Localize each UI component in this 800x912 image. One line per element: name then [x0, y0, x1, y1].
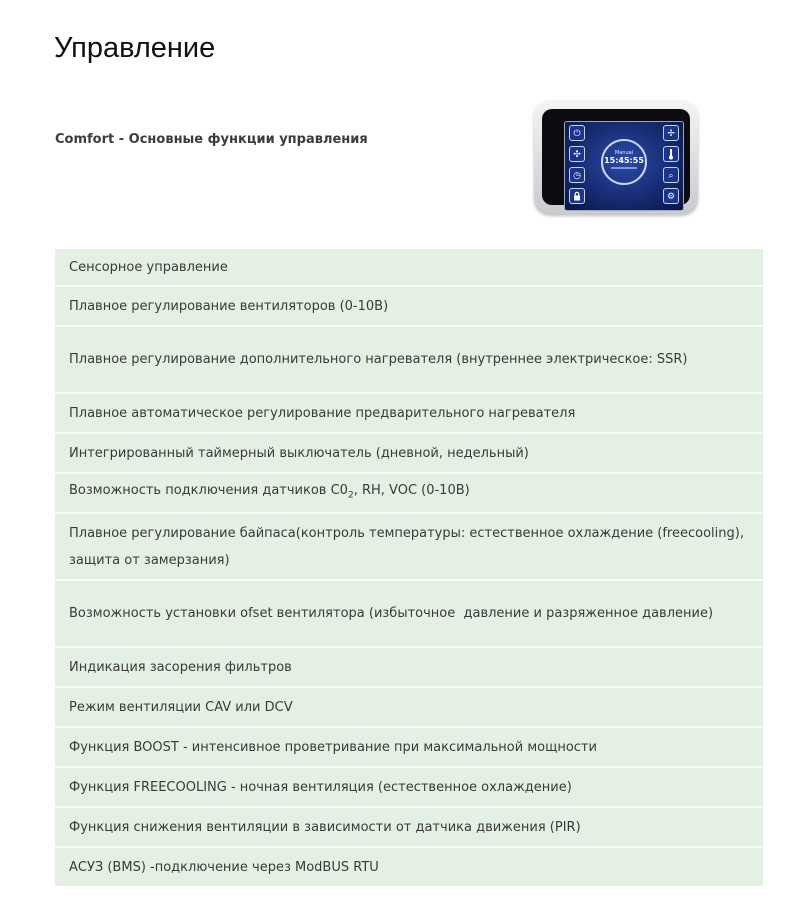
- search-icon: ⌕: [663, 167, 679, 183]
- mode-label: Manual: [614, 150, 634, 156]
- feature-cell: Плавное регулирование байпаса(контроль температуры: естественное охлаждение (freecooling), защита от замерзания): [55, 513, 763, 580]
- feature-cell: Сенсорное управление: [55, 249, 763, 286]
- device-bezel: [542, 109, 690, 205]
- subscript-2: 2: [347, 490, 354, 501]
- table-row: [55, 433, 763, 473]
- feature-text: Возможность подключения датчиков С0: [69, 482, 348, 498]
- table-row: [55, 647, 763, 687]
- settings-icon: ⚙: [663, 188, 679, 204]
- clock-display: [601, 139, 647, 185]
- feature-cell: Плавное автоматическое регулирование предварительного нагревателя: [55, 393, 763, 433]
- page-title: Управление: [54, 32, 216, 64]
- table-row: [55, 513, 763, 580]
- feature-text: , RH, VOC (0-10В): [353, 482, 470, 498]
- fan-icon: ✢: [663, 125, 679, 141]
- feature-cell: Плавное регулирование вентиляторов (0-10В): [55, 286, 763, 326]
- lock-icon: [569, 188, 585, 204]
- feature-cell: Интегрированный таймерный выключатель (дневной, недельный): [55, 433, 763, 473]
- device-screen: [564, 121, 684, 211]
- power-icon: ⏻: [569, 125, 585, 141]
- feature-cell: Режим вентиляции CAV или DCV: [55, 687, 763, 727]
- table-row: [55, 580, 763, 647]
- feature-cell: Функция BOOST - интенсивное проветривание при максимальной мощности: [55, 727, 763, 767]
- feature-cell: Возможность установки ofset вентилятора (избыточное давление и разряженное давление): [55, 580, 763, 647]
- table-row: [55, 249, 763, 286]
- feature-cell: АСУЗ (BMS) -подключение через ModBUS RTU: [69, 859, 379, 875]
- feature-cell: [55, 473, 763, 513]
- section-subtitle: Comfort - Основные функции управления: [55, 132, 368, 147]
- table-row: [55, 727, 763, 767]
- table-row: [55, 286, 763, 326]
- table-row: [55, 687, 763, 727]
- time-display: 15:45:55: [604, 156, 644, 165]
- thermometer-icon: [663, 146, 679, 162]
- table-row: [55, 326, 763, 393]
- table-row: [55, 393, 763, 433]
- table-row: [55, 847, 763, 886]
- features-table: [55, 249, 763, 886]
- feature-cell: Индикация засорения фильтров: [55, 647, 763, 687]
- timer-icon: ◷: [569, 167, 585, 183]
- table-row: [55, 807, 763, 847]
- control-panel-image: [534, 101, 698, 215]
- feature-cell: Плавное регулирование дополнительного нагревателя (внутреннее электрическое: SSR): [55, 326, 763, 393]
- table-row: [55, 767, 763, 807]
- table-row: [55, 473, 763, 513]
- feature-cell: Функция FREECOOLING - ночная вентиляция (естественное охлаждение): [55, 767, 763, 807]
- date-display: [611, 167, 637, 169]
- fan-speed-icon: ✣: [569, 146, 585, 162]
- feature-cell: Функция снижения вентиляции в зависимости от датчика движения (PIR): [55, 807, 763, 847]
